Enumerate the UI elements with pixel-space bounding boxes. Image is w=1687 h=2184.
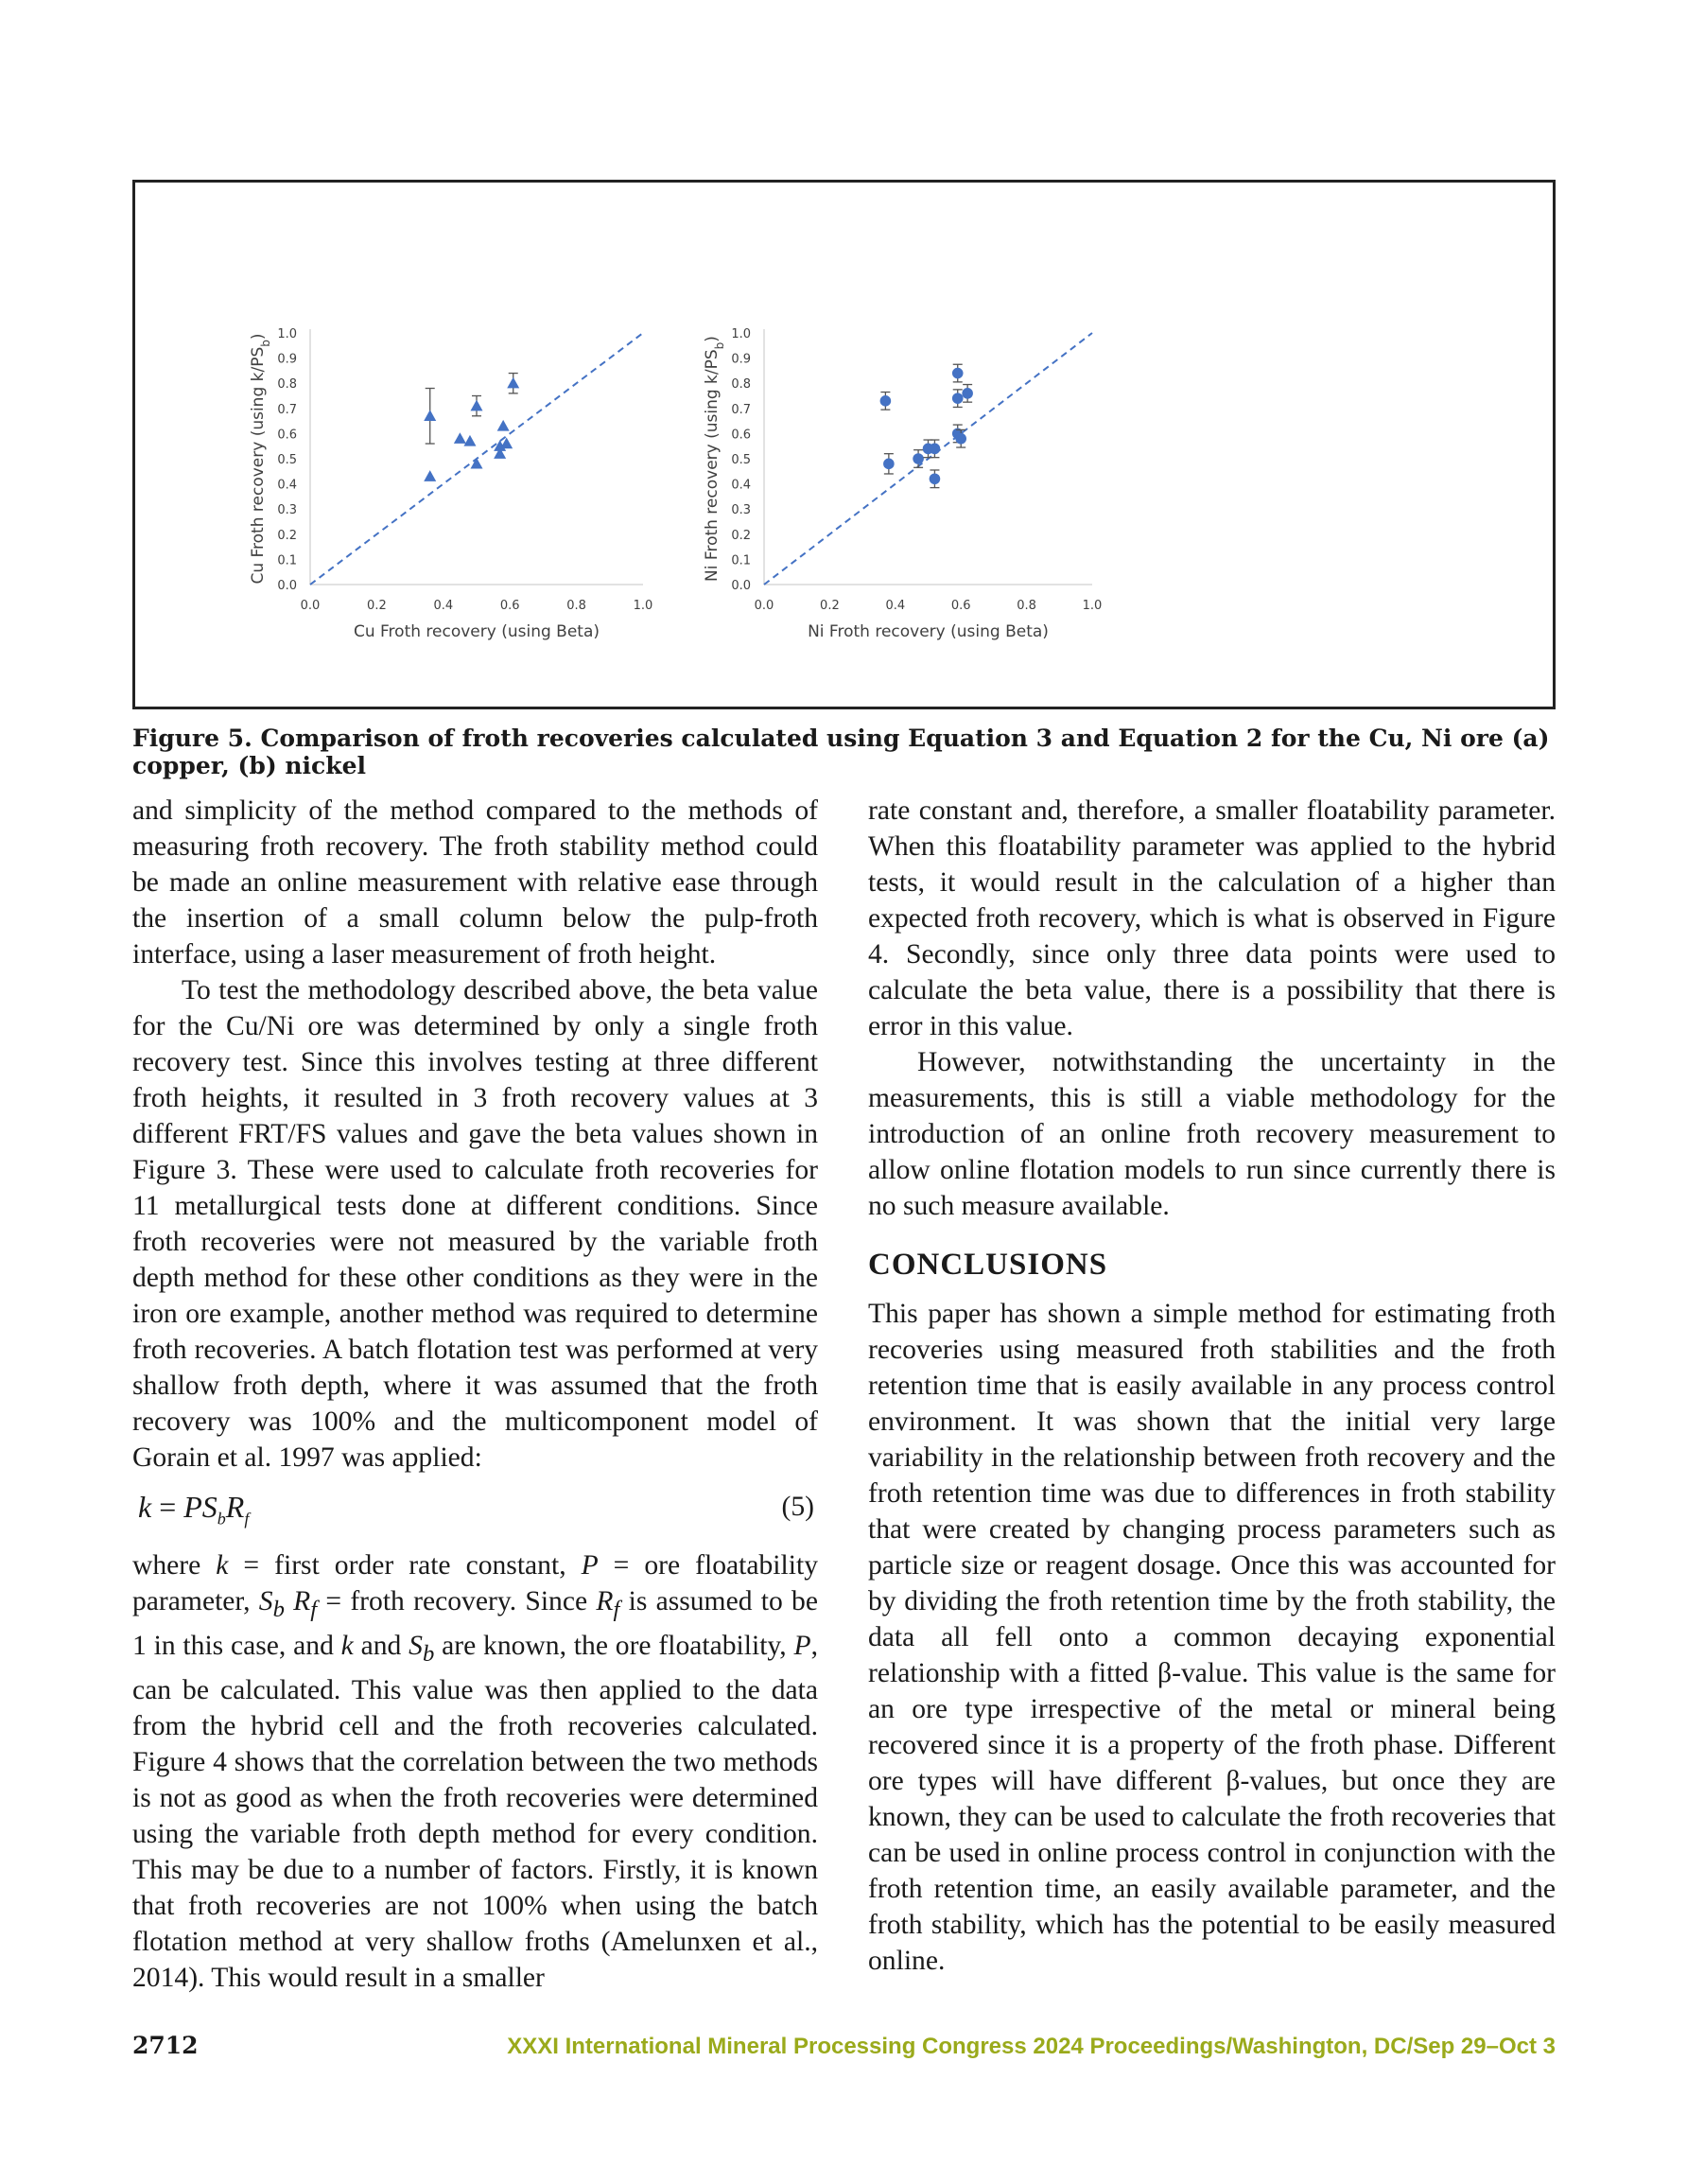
data-point-triangle xyxy=(471,458,483,469)
x-tick-label: 0.0 xyxy=(300,599,321,613)
y-tick-label: 0.8 xyxy=(731,377,751,393)
y-tick-label: 0.2 xyxy=(277,528,297,543)
paragraph: However, notwithstanding the uncertainty in the measurements, this is still a viable methodology for the introduction of an online froth recovery measurement to allow online flotation models to run since currently there is no such measure available. xyxy=(868,1047,1556,1221)
text-run xyxy=(285,1586,293,1616)
x-tick-label: 1.0 xyxy=(633,599,653,613)
page-number: 2712 xyxy=(132,2032,199,2059)
y-axis-title xyxy=(249,333,272,584)
y-tick-label: 0.5 xyxy=(731,453,751,467)
data-point-circle xyxy=(913,453,924,464)
data-point-circle xyxy=(930,473,941,484)
data-point-circle xyxy=(930,444,941,455)
y-axis-title-sub: b xyxy=(713,341,726,350)
y-tick-label: 0.9 xyxy=(731,352,751,367)
y-tick-label: 0.3 xyxy=(731,503,751,518)
x-tick-label: 1.0 xyxy=(1082,599,1103,613)
var-r: R xyxy=(293,1586,311,1616)
section-heading: CONCLUSIONS xyxy=(868,1248,1108,1282)
data-point-triangle xyxy=(497,420,510,431)
y-tick-label: 0.4 xyxy=(731,478,751,493)
y-tick-label: 0.0 xyxy=(277,579,297,593)
x-tick-label: 0.8 xyxy=(1017,599,1036,613)
conference-footer: XXXI International Mineral Processing Congress 2024 Proceedings/Washington, DC/Sep 29–Oct 3 xyxy=(507,2034,1556,2059)
var-k: k xyxy=(216,1550,229,1581)
chart-ni xyxy=(703,327,1102,641)
x-tick-label: 0.6 xyxy=(499,599,520,613)
y-tick-label: 0.6 xyxy=(731,428,751,443)
reference-line xyxy=(764,333,1092,585)
y-tick-label: 0.6 xyxy=(277,428,297,443)
paragraph: This paper has shown a simple method for estimating froth recoveries using measured froth stabilities and the froth retention time that is easily available in any process control environment. It was shown that the initial very large variability in the relationship between froth recovery and the froth retention time was due to differences in froth stability that were created by changing process parameters such as particle size or reagent dosage. Once this was accounted for by dividing the froth retention time by the froth stability, the data all fell onto a common decaying exponential relationship with a fitted β-value. This value is the same for an ore type irrespective of the metal or mineral being recovered since it is a property of the froth phase. Different ore types will have different β-values, but once they are known, they can be used to calculate the froth recoveries that can be used in online process control in conjunction with the froth retention time, an easily available parameter, and the froth stability, which has the potential to be easily measured online. xyxy=(868,1299,1556,1976)
x-tick-label: 0.2 xyxy=(367,599,387,613)
eq-r-sub: f xyxy=(244,1509,250,1529)
y-tick-label: 0.7 xyxy=(731,402,751,417)
var-r: R xyxy=(596,1586,614,1616)
paragraph: and simplicity of the method compared to the methods of measuring froth recovery. The froth stability method could be made an online measurement with relative ease through the insertion of a small column below the pulp-froth interface, using a laser measurement of froth height. xyxy=(132,795,818,970)
y-tick-label: 0.1 xyxy=(731,553,751,568)
eq-s-sub: b xyxy=(217,1509,226,1529)
figure-caption: Figure 5. Comparison of froth recoveries calculated using Equation 3 and Equation 2 for the Cu, Ni ore (a) copper, (b) nickel xyxy=(132,725,1550,779)
y-axis-title xyxy=(703,336,726,582)
eq-s: S xyxy=(201,1490,217,1524)
text-run: = froth recovery. Since xyxy=(317,1586,597,1616)
x-tick-label: 0.8 xyxy=(566,599,586,613)
y-axis-title-main: Cu Froth recovery (using k/PS xyxy=(249,346,268,585)
y-tick-label: 0.7 xyxy=(277,402,297,417)
x-tick-label: 0.0 xyxy=(754,599,774,613)
var-r-sub: f xyxy=(310,1596,318,1622)
equation-number: (5) xyxy=(781,1492,814,1522)
data-point-circle xyxy=(952,368,964,379)
var-r-sub: f xyxy=(613,1596,620,1622)
y-tick-label: 1.0 xyxy=(731,327,751,341)
data-point-circle xyxy=(883,459,895,470)
data-point-triangle xyxy=(507,377,519,389)
y-tick-label: 1.0 xyxy=(277,327,297,341)
var-k: k xyxy=(340,1630,354,1661)
y-tick-label: 0.4 xyxy=(277,478,297,493)
y-axis-title-close: ) xyxy=(249,333,268,341)
var-p: P xyxy=(793,1630,811,1661)
y-tick-label: 0.5 xyxy=(277,453,297,467)
text-run: is assumed to be 1 in this case, and xyxy=(132,1586,818,1661)
data-point-circle xyxy=(955,433,966,445)
y-axis-title-close: ) xyxy=(703,336,722,342)
left-column xyxy=(132,793,818,1996)
text-run: , can be calculated. This value was then applied to the data from the hybrid cell and the froth recoveries calculated. Figure 4 shows that the correlation between the two methods is not as good as when the froth recoveries were determined using the variable froth depth method for every condition. This may be due to a number of factors. Firstly, it is known that froth recoveries are not 100% when using the batch flotation method at very shallow froths (Amelunxen et al., 2014). This would result in a smaller xyxy=(132,1630,818,1993)
text-run: and xyxy=(353,1630,409,1661)
text-run: = first order rate constant, xyxy=(228,1550,582,1581)
figure-charts xyxy=(135,183,1553,707)
data-point-triangle xyxy=(463,435,476,446)
eq-equals: = xyxy=(151,1490,184,1524)
var-p: P xyxy=(581,1550,599,1581)
x-tick-label: 0.2 xyxy=(820,599,840,613)
y-axis-title-sub: b xyxy=(259,340,272,347)
x-tick-label: 0.6 xyxy=(950,599,971,613)
y-tick-label: 0.9 xyxy=(277,352,297,367)
data-point-triangle xyxy=(471,400,483,411)
var-s-sub: b xyxy=(272,1596,285,1622)
paragraph xyxy=(132,1547,818,1996)
y-tick-label: 0.8 xyxy=(277,377,297,393)
text-run: where xyxy=(132,1550,217,1581)
data-point-circle xyxy=(962,388,973,399)
eq-p: P xyxy=(183,1490,202,1524)
equation-5 xyxy=(132,1479,818,1540)
figure-box xyxy=(132,180,1556,709)
text-run: = ore floatability parameter, xyxy=(132,1550,818,1616)
var-s-sub: b xyxy=(422,1640,435,1667)
x-axis-title: Cu Froth recovery (using Beta) xyxy=(353,622,600,641)
y-axis-title-main: Ni Froth recovery (using k/PS xyxy=(703,349,722,582)
y-tick-label: 0.3 xyxy=(277,503,297,518)
text-run: are known, the ore floatability, xyxy=(434,1630,794,1661)
x-tick-label: 0.4 xyxy=(885,599,906,613)
eq-k: k xyxy=(138,1490,152,1524)
paragraph: rate constant and, therefore, a smaller floatability parameter. When this floatability parameter was applied to the hybrid tests, it would result in the calculation of a higher than expected froth recovery, which is what is observed in Figure 4. Secondly, since only three data points were used to calculate the beta value, there is a possibility that there is error in this value. xyxy=(868,795,1556,1041)
x-tick-label: 0.4 xyxy=(433,599,454,613)
y-tick-label: 0.2 xyxy=(731,528,751,543)
eq-r: R xyxy=(225,1490,245,1524)
right-column xyxy=(868,793,1556,1979)
paragraph: To test the methodology described above, the beta value for the Cu/Ni ore was determined by only a single froth recovery test. Since this involves testing at three different froth heights, it resulted in 3 froth recovery values at 3 different FRT/FS values and gave the beta values shown in Figure 3. These were used to calculate froth recoveries for 11 metallurgical tests done at different conditions. Since froth recoveries were not measured by the variable froth depth method for these other conditions as they were in the iron ore example, another method was required to determine froth recoveries. A batch flotation test was performed at very shallow froth depth, where it was assumed that the froth recovery was 100% and the multicomponent model of Gorain et al. 1997 was applied: xyxy=(132,975,818,1473)
y-tick-label: 0.0 xyxy=(731,579,751,593)
chart-cu xyxy=(249,327,652,641)
x-axis-title: Ni Froth recovery (using Beta) xyxy=(808,622,1049,641)
equation-body xyxy=(138,1489,249,1536)
data-point-circle xyxy=(880,395,892,407)
data-point-triangle xyxy=(424,470,436,481)
y-tick-label: 0.1 xyxy=(277,553,297,568)
data-point-triangle xyxy=(454,432,466,444)
var-s: S xyxy=(258,1586,273,1616)
data-point-circle xyxy=(952,393,964,404)
var-s: S xyxy=(409,1630,423,1661)
data-point-triangle xyxy=(424,410,436,421)
